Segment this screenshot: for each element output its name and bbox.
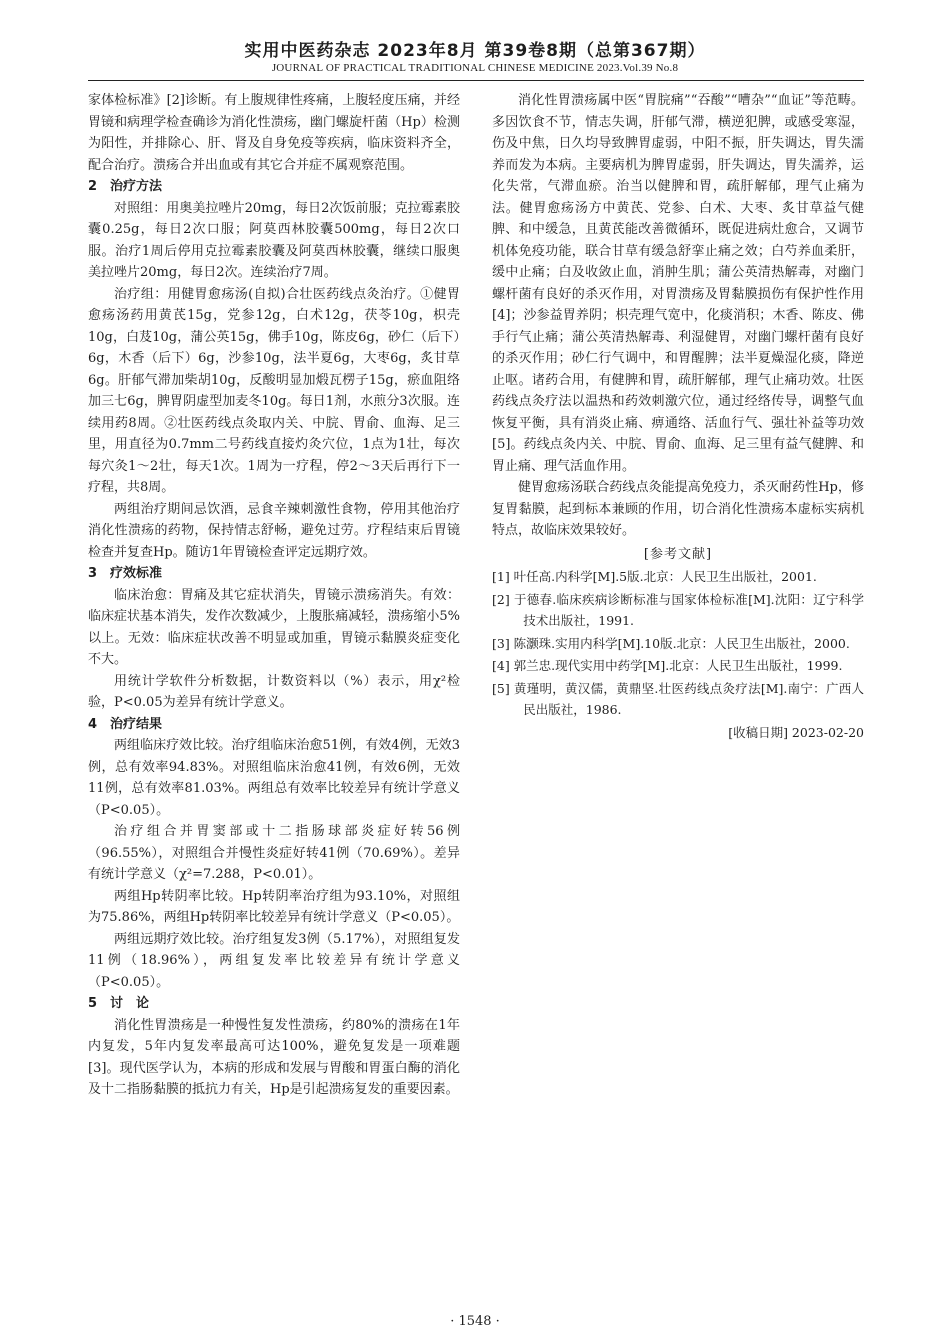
section-heading-discussion: 5 讨 论 bbox=[88, 996, 150, 1011]
paragraph: 消化性胃溃疡属中医“胃脘痛”“吞酸”“嘈杂”“血证”等范畴。多因饮食不节，情志失调，肝郁气滞，横逆犯脾，或感受寒湿，伤及中焦，日久均导致脾胃虚弱，中阳不振，肝失调达，胃失濡养而发为本病。主要病机为脾胃虚弱，肝失调达，胃失濡养，运化失常，气滞血瘀。治当以健脾和胃，疏肝解郁，理气止痛为法。健胃愈疡汤方中黄芪、党参、白术、大枣、炙甘草益气健脾、和中缓急，且黄芪能改善微循环，既促进病灶愈合，又调节机体免疫功能，联合甘草有缓急舒挛止痛之效；白芍养血柔肝，缓中止痛；白及收敛止血，消肿生肌；蒲公英清热解毒，对幽门螺杆菌有良好的杀灭作用，对胃溃疡及胃黏膜损伤有保护性作用[4]；沙参益胃养阴；枳壳理气宽中，化痰消积；木香、陈皮、佛手行气止痛；蒲公英清热解毒、利湿健胃，对幽门螺杆菌有良好的杀灭作用；砂仁行气调中，和胃醒脾；法半夏燥湿化痰，降逆止呕。诸药合用，有健脾和胃，疏肝解郁，理气止痛功效。壮医药线点灸疗法以温热和药效刺激穴位，通过经络传导，调整气血恢复平衡，具有消炎止痛、痹通络、活血行气、强壮补益等功效[5]。药线点灸内关、中脘、胃俞、血海、足三里有益气健脾、和胃止痛、理气活血作用。 bbox=[492, 93, 864, 474]
reference-item: [2] 于德春.临床疾病诊断标准与国家体检标准[M].沈阳：辽宁科学技术出版社，1991. bbox=[492, 591, 864, 628]
reference-item: [3] 陈灏珠.实用内科学[M].10版.北京：人民卫生出版社，2000. bbox=[492, 635, 850, 651]
reference-item: [1] 叶任高.内科学[M].5版.北京：人民卫生出版社，2001. bbox=[492, 569, 817, 584]
section-heading-methods: 2 治疗方法 bbox=[88, 179, 163, 194]
left-column bbox=[88, 90, 460, 1101]
journal-title: 实用中医药杂志 2023年8月 第39卷8期（总第367期） bbox=[244, 41, 706, 61]
header-divider bbox=[88, 80, 864, 81]
paragraph: 对照组：用奥美拉唑片20mg，每日2次饭前服；克拉霉素胶囊0.25g，每日2次口服；阿莫西林胶囊500mg，每日2次口服。治疗1周后停用克拉霉素胶囊及阿莫西林胶囊，继续口服奥美拉唑片20mg，每日2次。连续治疗7周。 bbox=[88, 200, 460, 280]
paragraph: 临床治愈：胃痛及其它症状消失，胃镜示溃疡消失。有效：临床症状基本消失，发作次数减少，上腹胀痛减轻，溃疡缩小5%以上。无效：临床症状改善不明显或加重，胃镜示黏膜炎症变化不大。 bbox=[88, 587, 460, 667]
received-date: [收稿日期] 2023-02-20 bbox=[728, 724, 864, 740]
paragraph: 两组治疗期间忌饮酒，忌食辛辣刺激性食物，停用其他治疗消化性溃疡的药物，保持情志舒畅，避免过劳。疗程结束后胃镜检查并复查Hp。随访1年胃镜检查评定远期疗效。 bbox=[88, 501, 460, 560]
paragraph: 两组远期疗效比较。治疗组复发3例（5.17%），对照组复发11例（18.96%），两组复发率比较差异有统计学意义（P<0.05）。 bbox=[88, 931, 460, 990]
paragraph: 治疗组：用健胃愈疡汤(自拟)合壮医药线点灸治疗。①健胃愈疡汤药用黄芪15g，党参12g，白术12g，茯苓10g，枳壳10g，白芨10g，蒲公英15g，佛手10g，陈皮6g，砂仁（后下）6g，木香（后下）6g，沙参10g，法半夏6g，大枣6g，炙甘草6g。肝郁气滞加柴胡10g，反酸明显加煅瓦楞子15g，瘀血阻络加三七6g，脾胃阴虚型加麦冬10g。每日1剂，水煎分3次服。连续用药8周。②壮医药线点灸取内关、中脘、胃俞、血海、足三里，用直径为0.7mm二号药线直接灼灸穴位，1点为1壮，每次每穴灸1～2壮，每天1次。1周为一疗程，停2～3天后再行下一疗程，共8周。 bbox=[88, 286, 460, 495]
paragraph: 两组临床疗效比较。治疗组临床治愈51例，有效4例，无效3例，总有效率94.83%。对照组临床治愈41例，有效6例，无效11例，总有效率81.03%。两组总有效率比较差异有统计学意义（P<0.05）。 bbox=[88, 738, 460, 818]
paragraph: 治疗组合并胃窦部或十二指肠球部炎症好转56例（96.55%），对照组合并慢性炎症好转41例（70.69%）。差异有统计学意义（χ²=7.288，P<0.01）。 bbox=[88, 824, 460, 882]
journal-subtitle: JOURNAL OF PRACTICAL TRADITIONAL CHINESE MEDICINE 2023.Vol.39 No.8 bbox=[271, 62, 679, 74]
paragraph: 用统计学软件分析数据，计数资料以（%）表示，用χ²检验，P<0.05为差异有统计学意义。 bbox=[88, 673, 460, 710]
paragraph: 健胃愈疡汤联合药线点灸能提高免疫力，杀灭耐药性Hp，修复胃黏膜，起到标本兼顾的作用，切合消化性溃疡本虚标实病机特点，故临床效果较好。 bbox=[492, 480, 864, 538]
paragraph: 家体检标准》[2]诊断。有上腹规律性疼痛，上腹轻度压痛，并经胃镜和病理学检查确诊为消化性溃疡，幽门螺旋杆菌（Hp）检测为阳性，并排除心、肝、肾及自身免疫等疾病，临床资料齐全，配合治疗。溃疡合并出血或有其它合并症不属观察范围。 bbox=[88, 93, 460, 173]
section-heading-results: 4 治疗结果 bbox=[88, 716, 163, 732]
right-column bbox=[492, 90, 864, 743]
reference-item: [5] 黄瑾明，黄汉儒，黄鼎坚.壮医药线点灸疗法[M].南宁：广西人民出版社，1986. bbox=[492, 680, 864, 717]
section-heading-criteria: 3 疗效标准 bbox=[88, 566, 163, 581]
references-heading: [参考文献] bbox=[643, 546, 713, 562]
page-number: · 1548 · bbox=[450, 1314, 500, 1329]
paragraph: 消化性胃溃疡是一种慢性复发性溃疡，约80%的溃疡在1年内复发，5年内复发率最高可达100%，避免复发是一项难题[3]。现代医学认为，本病的形成和发展与胃酸和胃蛋白酶的消化及十二指肠黏膜的抵抗力有关，Hp是引起溃疡复发的重要因素。 bbox=[88, 1017, 460, 1097]
paragraph: 两组Hp转阴率比较。Hp转阴率治疗组为93.10%，对照组为75.86%，两组Hp转阴率比较差异有统计学意义（P<0.05）。 bbox=[88, 888, 460, 925]
reference-item: [4] 郭兰忠.现代实用中药学[M].北京：人民卫生出版社，1999. bbox=[492, 658, 843, 673]
